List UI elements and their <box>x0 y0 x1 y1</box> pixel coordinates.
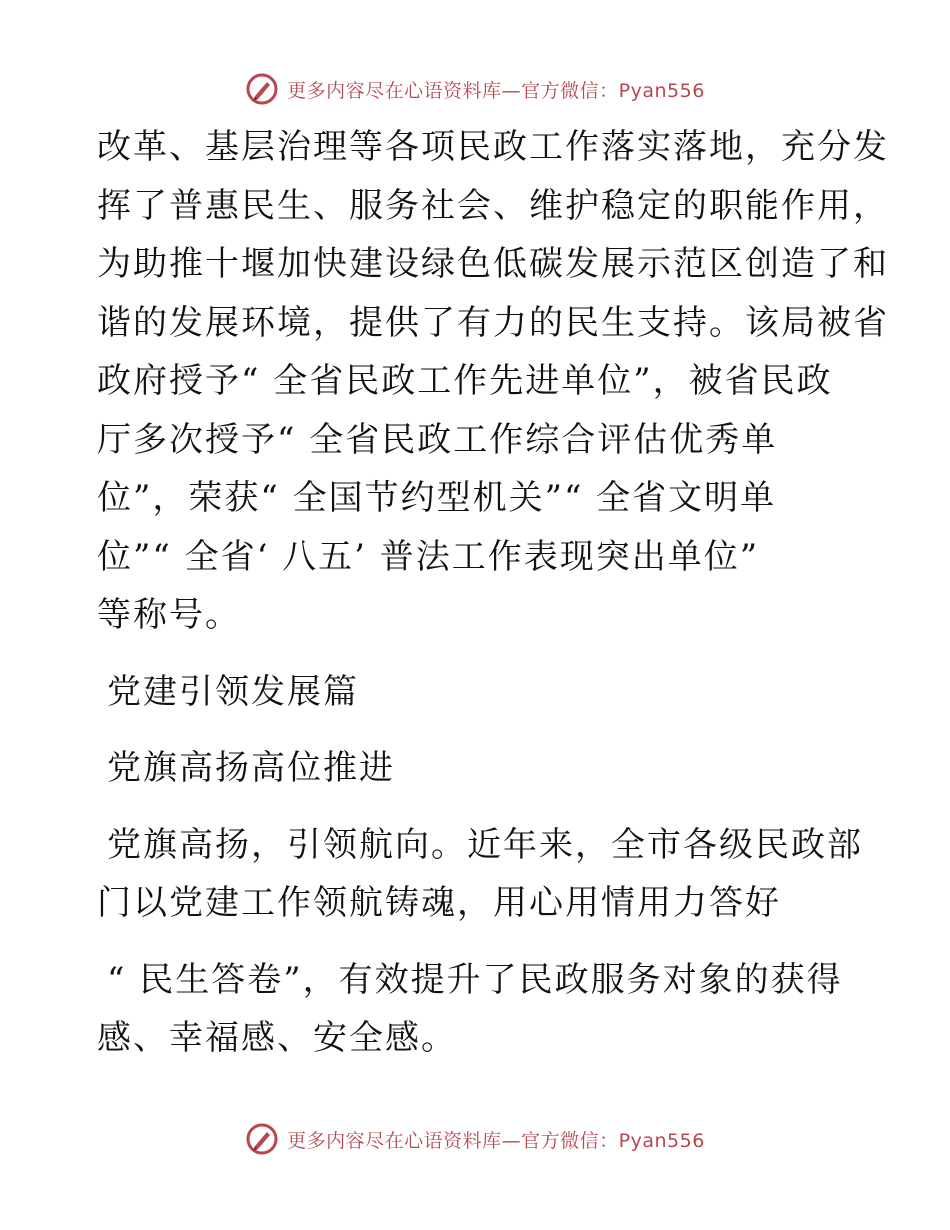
spacer <box>97 933 857 951</box>
text-line: 位”“ 全省‘ 八五’ 普法工作表现突出单位” <box>97 536 760 577</box>
text-line: 门以党建工作领航铸魂，用心用情用力答好 <box>97 883 781 923</box>
footer-banner <box>0 1122 950 1156</box>
header-banner <box>0 72 950 106</box>
text-line: 挥了普惠民生、服务社会、维护稳定的职能作用， <box>97 185 889 226</box>
paragraph-1 <box>97 118 889 645</box>
section-heading: 党建引领发展篇 <box>107 671 359 712</box>
text-line: 谐的发展环境，提供了有力的民生支持。该局被省 <box>97 302 889 343</box>
paragraph-3 <box>97 951 857 1068</box>
text-line: “ 民生答卷”，有效提升了民政服务对象的获得 <box>107 959 843 1000</box>
pen-logo-icon <box>245 72 279 106</box>
text-line: 厅多次授予“ 全省民政工作综合评估优秀单 <box>97 419 778 460</box>
text-line: 感、幸福感、安全感。 <box>97 1018 457 1058</box>
document-body <box>97 118 889 1068</box>
text-line: 为助推十堰加快建设绿色低碳发展示范区创造了和 <box>97 244 889 284</box>
text-line: 党旗高扬，引领航向。近年来，全市各级民政部 <box>107 824 863 865</box>
spacer <box>97 798 857 816</box>
footer-banner-text: 更多内容尽在心语资料库—官方微信：Pyan556 <box>287 1129 705 1152</box>
pen-logo-icon <box>245 1122 279 1156</box>
text-line: 等称号。 <box>97 595 241 635</box>
text-line: 改革、基层治理等各项民政工作落实落地，充分发 <box>97 127 889 167</box>
spacer <box>97 645 857 663</box>
paragraph-2 <box>97 816 863 933</box>
text-line: 位”，荣获“ 全国节约型机关”“ 全省文明单 <box>97 478 777 518</box>
spacer <box>97 721 857 739</box>
header-banner-text: 更多内容尽在心语资料库—官方微信：Pyan556 <box>287 79 705 102</box>
subsection-heading: 党旗高扬高位推进 <box>107 748 395 788</box>
text-line: 政府授予“ 全省民政工作先进单位”，被省民政 <box>97 361 833 401</box>
